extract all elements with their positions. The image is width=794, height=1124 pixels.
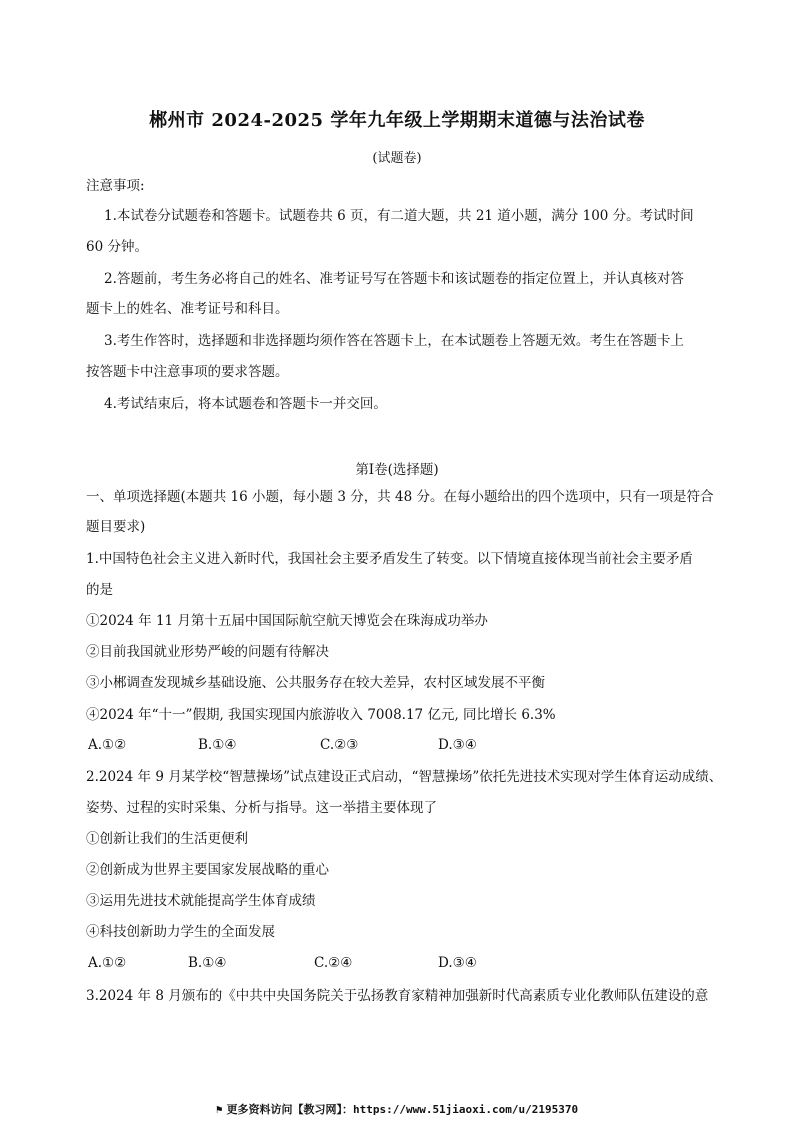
section-title: 第Ⅰ卷(选择题) (355, 462, 439, 478)
notice-line: 60 分钟。 (86, 239, 148, 255)
question-2-option-c: C.②④ (314, 955, 353, 971)
question-1-option-d: D.③④ (438, 737, 477, 753)
notice-line: 1.本试卷分试题卷和答题卡。试题卷共 6 页，有二道大题，共 21 道小题，满分 100 分。考试时间 (104, 208, 694, 224)
question-1-stem: 1.中国特色社会主义进入新时代，我国社会主要矛盾发生了转变。以下情境直接体现当前社会主要矛盾 (86, 551, 693, 567)
notice-line: 3.考生作答时，选择题和非选择题均须作答在答题卡上，在本试题卷上答题无效。考生在答题卡上 (104, 333, 684, 349)
question-1-option-a: A.①② (88, 737, 127, 753)
flag-icon: ⚑ (215, 1103, 223, 1116)
question-2-option-d: D.③④ (438, 955, 477, 971)
notice-line: 4.考试结束后，将本试题卷和答题卡一并交回。 (104, 396, 387, 412)
notice-line: 题卡上的姓名、准考证号和科目。 (86, 301, 289, 317)
question-2-item: ②创新成为世界主要国家发展战略的重心 (86, 862, 329, 878)
question-2-option-b: B.①④ (188, 955, 227, 971)
footer (0, 1101, 794, 1117)
exam-subtitle: (试题卷) (372, 151, 422, 166)
notice-line: 2.答题前，考生务必将自己的姓名、准考证号写在答题卡和该试题卷的指定位置上，并认真核对答 (104, 271, 684, 287)
question-1-stem: 的是 (86, 582, 113, 598)
question-2-option-a: A.①② (88, 955, 127, 971)
question-2-item: ①创新让我们的生活更便利 (86, 831, 248, 847)
question-1-item: ④2024 年“十一”假期, 我国实现国内旅游收入 7008.17 亿元, 同比增长 6.3% (86, 707, 556, 723)
question-1-item: ①2024 年 11 月第十五届中国国际航空航天博览会在珠海成功举办 (86, 613, 488, 629)
section-instruction: 题目要求) (86, 519, 146, 535)
question-3-stem: 3.2024 年 8 月颁布的《中共中央国务院关于弘扬教育家精神加强新时代高素质专业化教师队伍建设的意 (86, 988, 709, 1004)
question-1-option-b: B.①④ (198, 737, 237, 753)
footer-link-text[interactable]: 更多资料访问【教习网】：https://www.51jiaoxi.com/u/2195370 (226, 1103, 579, 1116)
question-1-item: ③小郴调查发现城乡基础设施、公共服务存在较大差异，农村区域发展不平衡 (86, 675, 545, 691)
question-2-item: ④科技创新助力学生的全面发展 (86, 924, 275, 940)
question-2-item: ③运用先进技术就能提高学生体育成绩 (86, 893, 316, 909)
question-2-stem: 姿势、过程的实时采集、分析与指导。这一举措主要体现了 (86, 800, 437, 816)
notice-heading: 注意事项: (86, 178, 145, 194)
section-instruction: 一、单项选择题(本题共 16 小题，每小题 3 分，共 48 分。在每小题给出的四个选项中，只有一项是符合 (86, 489, 714, 505)
question-1-option-c: C.②③ (320, 737, 359, 753)
exam-title: 郴州市 2024-2025 学年九年级上学期期末道德与法治试卷 (149, 110, 645, 131)
question-1-item: ②目前我国就业形势严峻的问题有待解决 (86, 644, 329, 660)
notice-line: 按答题卡中注意事项的要求答题。 (86, 364, 289, 380)
question-2-stem: 2.2024 年 9 月某学校“智慧操场”试点建设正式启动，“智慧操场”依托先进技术实现对学生体育运动成绩、 (86, 769, 723, 785)
